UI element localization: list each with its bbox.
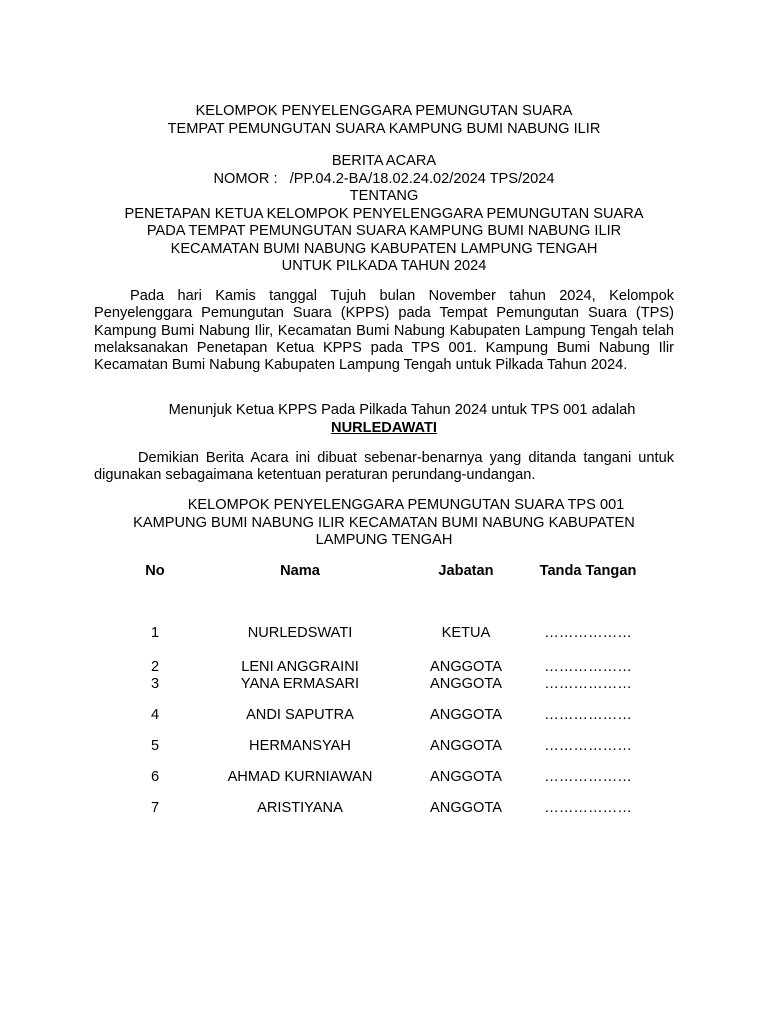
row-jabatan: ANGGOTA [430,800,502,816]
row-signature-line: ……………… [544,625,632,641]
row-jabatan: ANGGOTA [430,707,502,723]
row-signature-line: ……………… [544,707,632,723]
row-nama: AHMAD KURNIAWAN [227,769,373,785]
row-number: 1 [150,625,160,641]
row-jabatan: KETUA [441,625,491,641]
row-jabatan: ANGGOTA [430,738,502,754]
signature-header-line-2: KAMPUNG BUMI NABUNG ILIR KECAMATAN BUMI NABUNG KABUPATEN [133,514,635,531]
column-header-tanda-tangan: Tanda Tangan [539,563,637,579]
title-subject-2: PADA TEMPAT PEMUNGUTAN SUARA KAMPUNG BUMI NABUNG ILIR [146,223,622,239]
document-header [0,103,768,138]
row-signature-line: ……………… [544,738,632,754]
row-number: 6 [150,769,160,785]
row-signature-line: ……………… [544,659,632,675]
title-nomor: NOMOR : /PP.04.2-BA/18.02.24.02/2024 TPS/2024 [213,170,555,187]
title-tentang: TENTANG [349,188,419,204]
title-subject-3: KECAMATAN BUMI NABUNG KABUPATEN LAMPUNG TENGAH [170,240,598,257]
row-nama: ARISTIYANA [257,800,343,816]
row-nama: YANA ERMASARI [240,676,360,692]
row-jabatan: ANGGOTA [430,659,502,675]
row-nama: LENI ANGGRAINI [241,659,359,675]
row-signature-line: ……………… [544,769,632,785]
signature-header-line-3: LAMPUNG TENGAH [315,532,453,548]
title-subject-1: PENETAPAN KETUA KELOMPOK PENYELENGGARA PEMUNGUTAN SUARA [124,205,644,222]
row-nama: ANDI SAPUTRA [246,707,354,723]
row-signature-line: ……………… [544,800,632,816]
title-subject-4: UNTUK PILKADA TAHUN 2024 [281,258,487,274]
signature-header-line-1: KELOMPOK PENYELENGGARA PEMUNGUTAN SUARA TPS 001 [187,497,625,513]
row-number: 7 [150,800,160,816]
row-signature-line: ……………… [544,676,632,692]
column-header-no: No [145,563,165,579]
appointment-text: Menunjuk Ketua KPPS Pada Pilkada Tahun 2024 untuk TPS 001 adalah [168,402,636,418]
column-header-nama: Nama [280,563,320,579]
appointee-name: NURLEDAWATI [331,419,437,436]
opening-paragraph: Pada hari Kamis tanggal Tujuh bulan November tahun 2024, Kelompok Penyelenggara Pemungutan Suara (KPPS) pada Tempat Pemungutan Suara (TPS) Kampung Bumi Nabung Ilir, Kecamatan Bumi Nabung Kabupaten Lampung Tengah telah melaksanakan Penetapan Ketua KPPS pada TPS 001. Kampung Bumi Nabung Ilir Kecamatan Bumi Nabung Kabupaten Lampung Tengah untuk Pilkada Tahun 2024. [94,288,674,374]
row-number: 2 [150,659,160,675]
header-line-2: TEMPAT PEMUNGUTAN SUARA KAMPUNG BUMI NABUNG ILIR [167,120,601,137]
row-jabatan: ANGGOTA [430,676,502,692]
row-number: 5 [150,738,160,754]
closing-paragraph: Demikian Berita Acara ini dibuat sebenar-benarnya yang ditanda tangani untuk digunakan sebagaimana ketentuan peraturan perundang-undangan. [94,450,674,484]
column-header-jabatan: Jabatan [438,563,494,579]
row-nama: HERMANSYAH [249,738,351,754]
document-title [0,153,768,276]
signature-block-header [0,497,768,550]
appointment-statement [0,402,768,437]
row-jabatan: ANGGOTA [430,769,502,785]
row-number: 3 [150,676,160,692]
row-number: 4 [150,707,160,723]
header-line-1: KELOMPOK PENYELENGGARA PEMUNGUTAN SUARA [195,103,573,119]
row-nama: NURLEDSWATI [247,625,353,641]
title-berita-acara: BERITA ACARA [331,153,437,169]
